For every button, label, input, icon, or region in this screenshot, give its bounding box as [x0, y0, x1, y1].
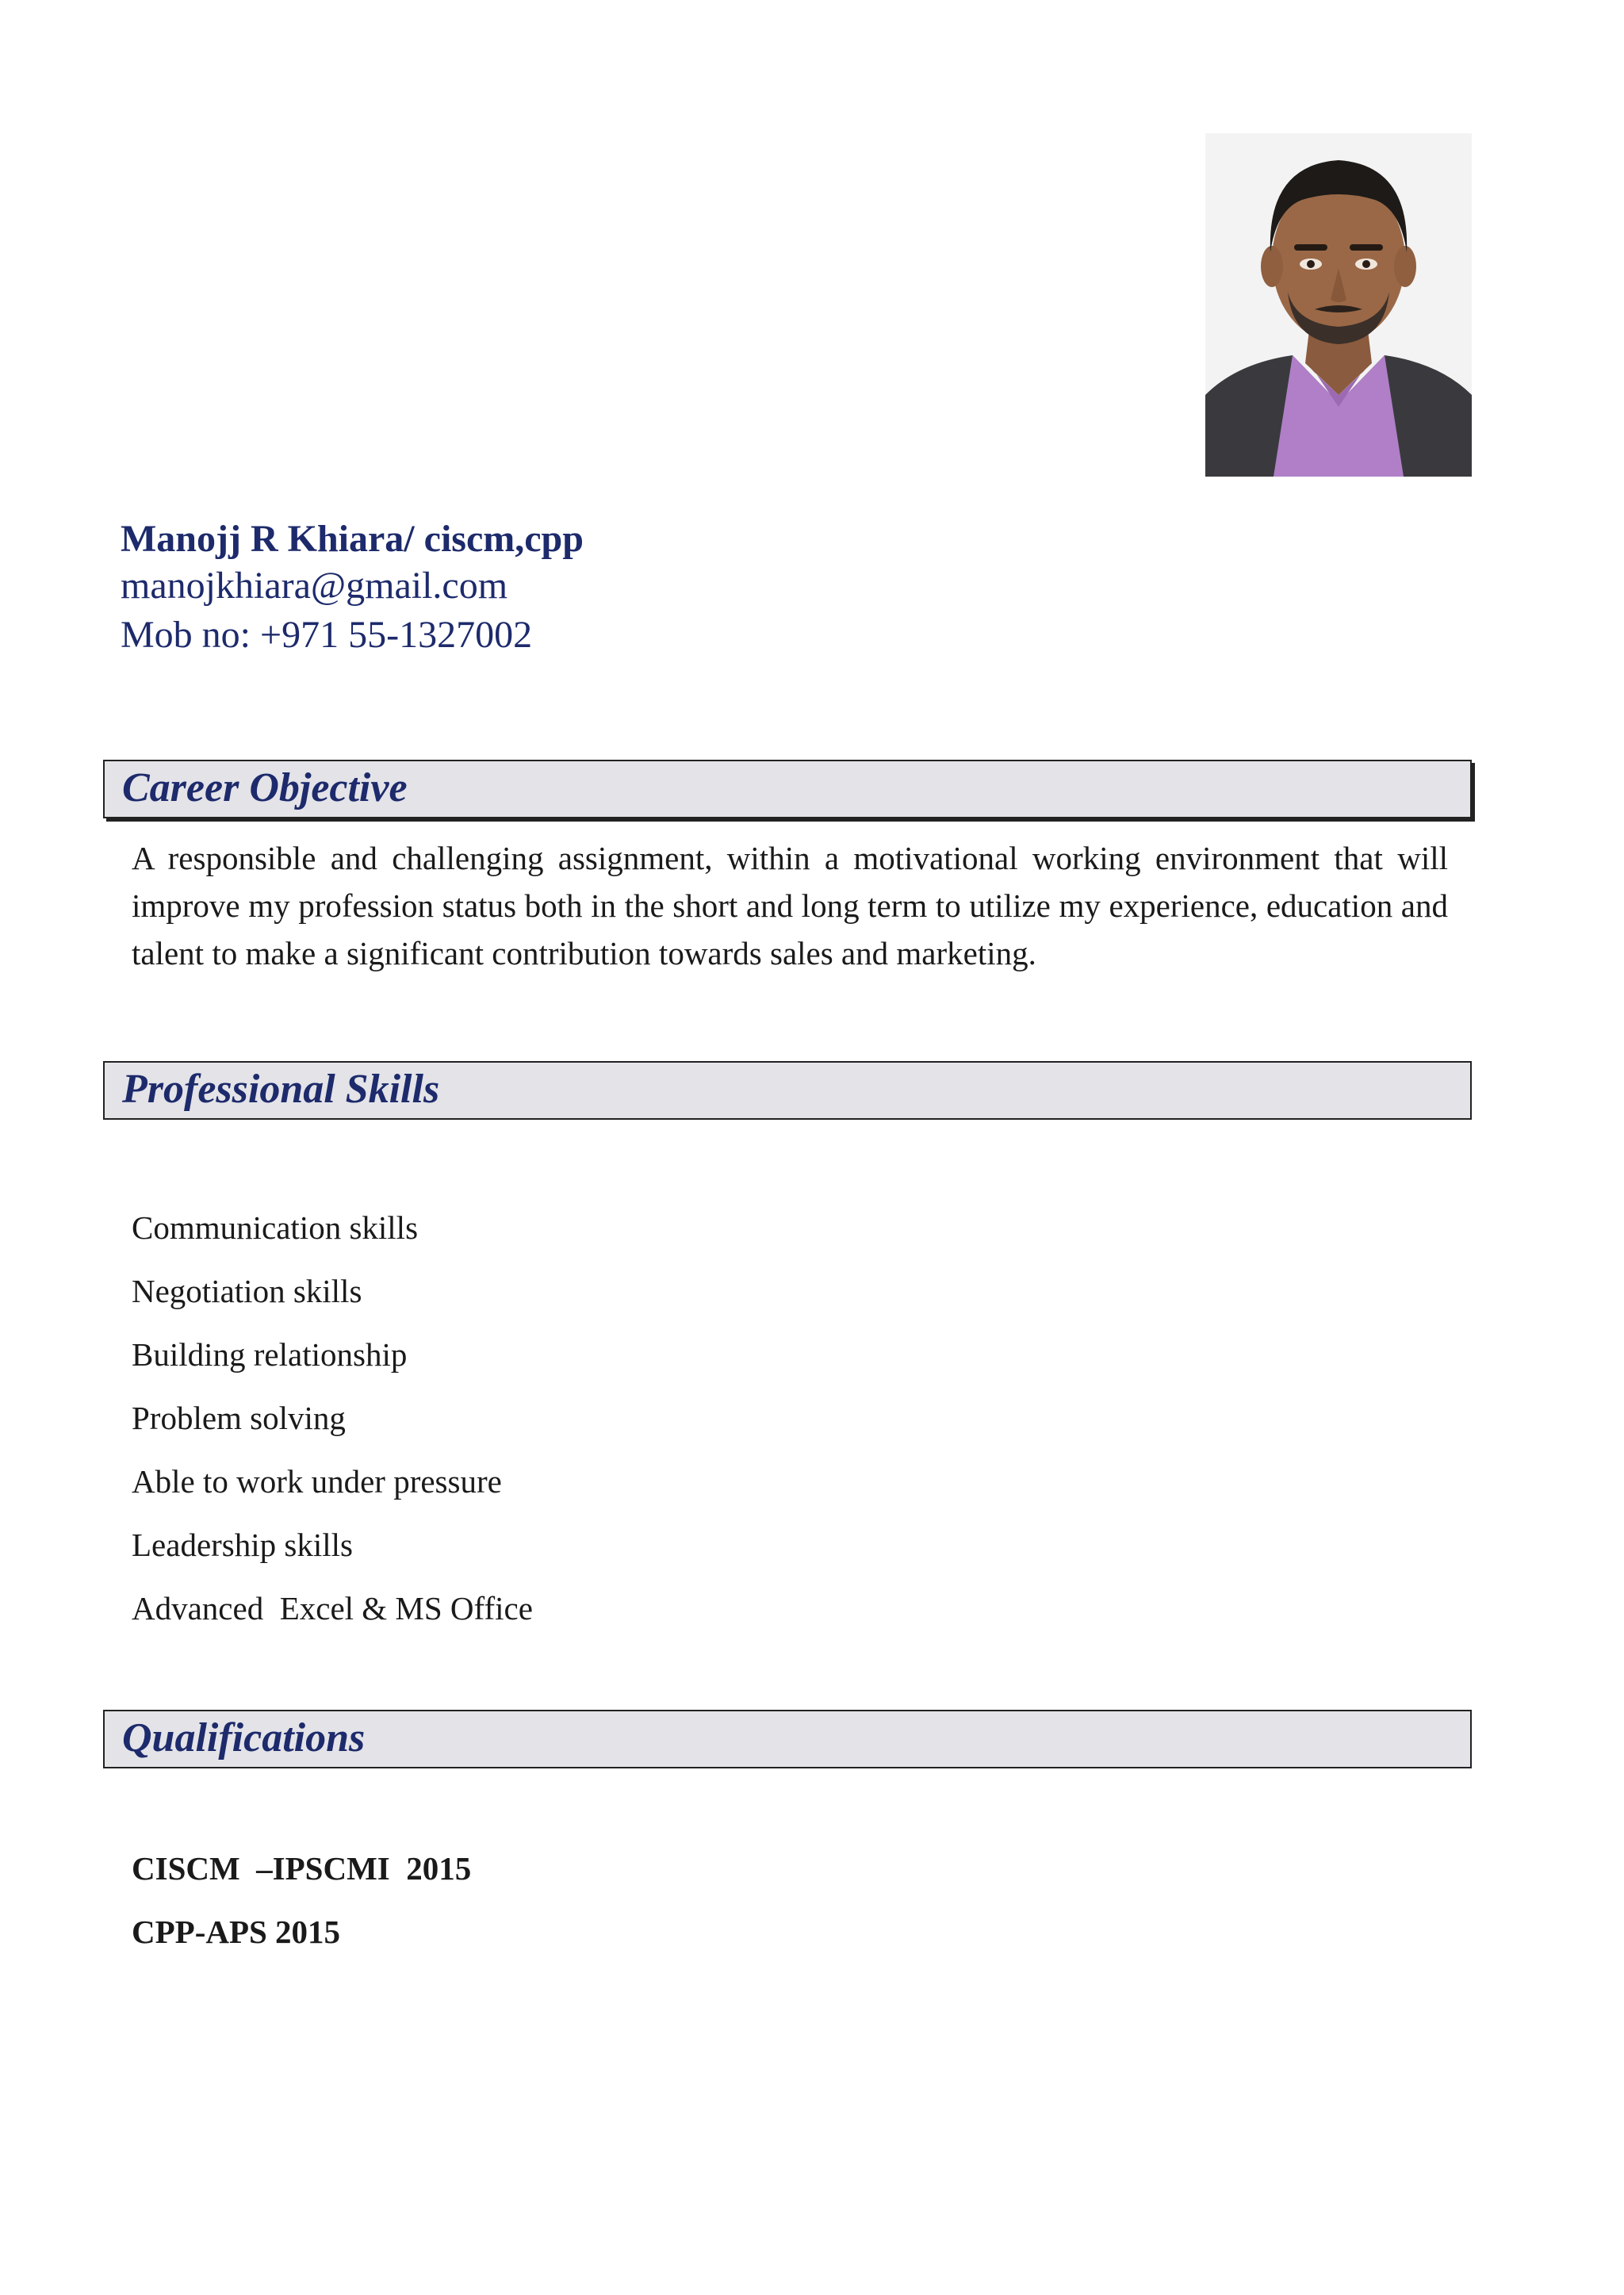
profile-photo: [1205, 133, 1472, 477]
skills-list: [132, 1196, 533, 1640]
skill-item: Building relationship: [132, 1336, 408, 1373]
qualification-item: CISCM –IPSCMI 2015: [132, 1850, 472, 1887]
career-objective-header: [103, 760, 1472, 818]
career-objective-title: Career Objective: [122, 765, 408, 810]
skill-item: Problem solving: [132, 1400, 346, 1436]
qualifications-header: [103, 1710, 1472, 1768]
qualification-item: CPP-APS 2015: [132, 1914, 341, 1950]
skill-item: Communication skills: [132, 1209, 419, 1246]
skill-item: Advanced Excel & MS Office: [132, 1590, 533, 1626]
career-objective-text: A responsible and challenging assignment, within a motivational working environment that will improve my profession status both in the short and long term to utilize my experience, education and talent to make a significant contribution towards sales and marketing.: [132, 840, 1448, 971]
skill-item: Able to work under pressure: [132, 1463, 502, 1500]
professional-skills-title: Professional Skills: [122, 1067, 440, 1112]
person-portrait-icon: [1205, 133, 1472, 477]
candidate-name: Manojj R Khiara/ ciscm,cpp: [121, 518, 584, 560]
contact-block: [121, 506, 584, 660]
qualifications-title: Qualifications: [122, 1715, 366, 1761]
skill-item: Leadership skills: [132, 1527, 353, 1563]
mobile-number: Mob no: +971 55-1327002: [121, 614, 533, 656]
skill-item: Negotiation skills: [132, 1273, 362, 1309]
email-address[interactable]: manojkhiara@gmail.com: [121, 565, 508, 607]
qualifications-list: [132, 1837, 471, 1964]
professional-skills-header: [103, 1061, 1472, 1120]
